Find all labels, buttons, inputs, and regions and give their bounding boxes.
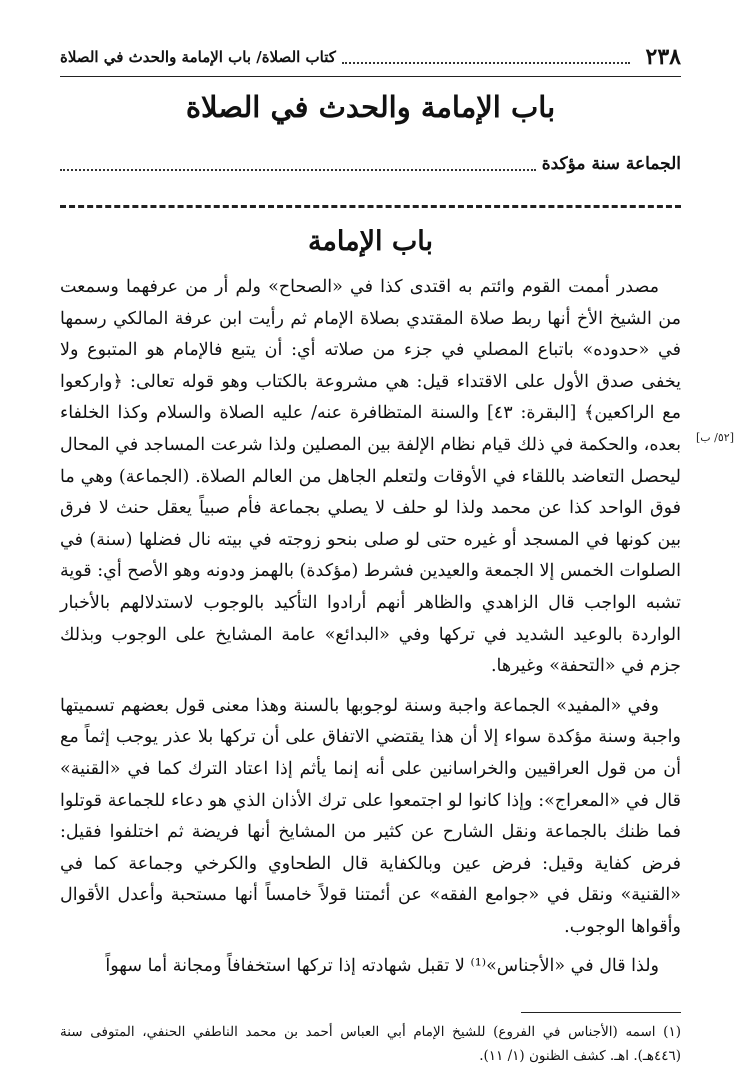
footnote: (١) اسمه (الأجناس في الفروع) للشيخ الإمام أبي العباس أحمد بن محمد الناطفي الحنفي، المتوفى سنة (٤٤٦هـ). اهـ. كشف الظنون (١/ ١١). [60,1024,681,1064]
matn-line [60,150,681,178]
header-rule [60,76,681,77]
page-number: ٢٣٨ [645,44,681,70]
paragraph: وفي «المفيد» الجماعة واجبة وسنة لوجوبها بالسنة وهذا معنى قول بعضهم تسميتها واجبة وسنة مؤكدة سواء إلا أن هذا يقتضي الاتفاق على أن تركها بلا عذر يوجب إثماً مع أن من قول العراقيين والخراسانين على أنه إنما يأثم إذا اعتاد الترك كما في «القنية» قال في «المعراج»: وإذا كانوا لو اجتمعوا على ترك الأذان الذي هو دعاء للجماعة قوتلوا فما ظنك بالجماعة ونقل الشارح عن كثير من المشايخ أنها فريضة ثم اختلفوا فقيل: فرض كفاية وقيل: فرض عين وبالكفاية قال الطحاوي والكرخي وجماعة كما في «القنية» ونقل في «جوامع الفقه» عن أئمتنا قولاً خامساً أنها مستحبة وأعدل الأقوال وأقواها الوجوب. [60,695,681,937]
dashed-separator [60,205,681,208]
section-title: باب الإمامة [307,226,434,257]
chapter-title: باب الإمامة والحدث في الصلاة [185,90,556,124]
paragraph: ولذا قال في «الأجناس»⁽¹⁾ لا تقبل شهادته إذا تركها استخفافاً ومجانة أما سهواً [105,956,659,977]
commentary-body [60,272,681,983]
footnote-rule [521,1012,681,1013]
matn-dotted-leader [60,157,536,171]
manuscript-folio-note: [٥٢/ ب] [696,431,734,444]
matn-text: الجماعة سنة مؤكدة [541,154,681,174]
running-title: كتاب الصلاة/ باب الإمامة والحدث في الصلاة [60,48,336,66]
paragraph: مصدر أممت القوم وائتم به اقتدى كذا في «الصحاح» ولم أر من عرفهما وسمعت من الشيخ الأخ أنها ربط صلاة المقتدي بصلاة الإمام ثم رأيت ابن عرفة المالكي رسمها في «حدوده» باتباع المصلي في جزء من صلاته أي: أن يتبع فالإمام هو المتبوع ولا يخفى صدق الأول على الاقتداء قيل: هي مشروعة بالكتاب وهو قوله تعالى: ﴿واركعوا مع الراكعين﴾ [البقرة: ٤٣] والسنة المتظافرة عنه/ عليه الصلاة والسلام وكذا الخلفاء بعده، والحكمة في ذلك قيام نظام الإلفة بين المصلين ولذا شرعت المساجد في المحال ليحصل التعاضد باللقاء في الأوقات ولتعلم الجاهل من العالم الصلاة. (الجماعة) وهي ما فوق الواحد كذا عن محمد ولذا لو حلف لا يصلي بجماعة فأم صبياً يعقل حنث لا فرق بين كونها في المسجد أو غيره حتى لو صلى بنحو زوجته في بيته نال فضلها (سنة) في الصلوات الخمس إلا الجمعة والعيدين فشرط (مؤكدة) بالهمز ودونه وهو الأصح أي: قوية تشبه الواجب قال الزاهدي والظاهر أنهم أرادوا التأكيد بالوجوب لاستدلالهم بالأخبار الواردة بالوعيد الشديد في تركها وفي «البدائع» عامة المشايخ على الوجوب وبذلك جزم في «التحفة» وغيرها. [60,277,681,677]
page-header [60,40,681,74]
header-dotted-leader [342,50,630,64]
